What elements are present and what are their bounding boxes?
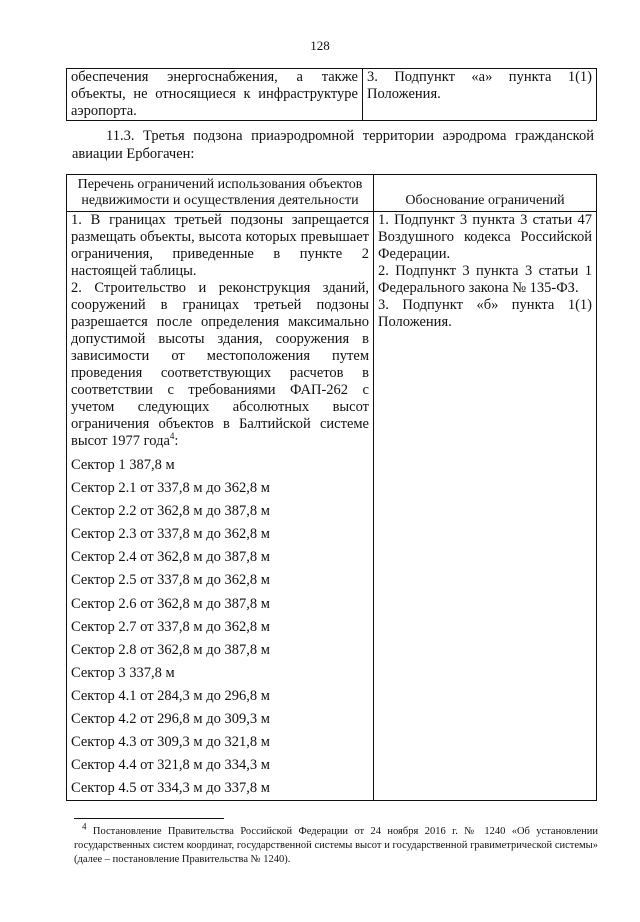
- sector-item: Сектор 2.5 от 337,8 м до 362,8 м: [71, 572, 270, 589]
- section-heading: 11.3. Третья подзона приаэродромной территории аэродрома гражданской авиации Ербогачен:: [72, 128, 594, 162]
- header-justification: Обоснование ограничений: [374, 175, 597, 212]
- sector-item: Сектор 2.4 от 362,8 м до 387,8 м: [71, 549, 270, 566]
- justification-paragraph-3: 3. Подпункт «б» пункта 1(1) Положения.: [378, 297, 592, 330]
- sector-item: Сектор 2.2 от 362,8 м до 387,8 м: [71, 503, 270, 520]
- table-row: [67, 69, 597, 121]
- sector-list: [71, 454, 369, 800]
- sector-item: Сектор 2.7 от 337,8 м до 362,8 м: [71, 618, 270, 635]
- justification-paragraph-1: 1. Подпункт 3 пункта 3 статьи 47 Воздушного кодекса Российской Федерации.: [378, 212, 592, 262]
- justification-paragraph-2: 2. Подпункт 3 пункта 3 статьи 1 Федерального закона № 135-ФЗ.: [378, 263, 592, 296]
- continued-right-cell: 3. Подпункт «а» пункта 1(1) Положения.: [363, 69, 597, 121]
- sector-item: Сектор 2.8 от 362,8 м до 387,8 м: [71, 641, 270, 658]
- justification-cell: [374, 212, 597, 801]
- restrictions-table: [66, 174, 597, 801]
- sector-item: Сектор 4.2 от 296,8 м до 309,3 м: [71, 711, 270, 728]
- table-row: [67, 212, 597, 801]
- restriction-paragraph-2: [71, 280, 369, 450]
- footnote-ref: 4: [169, 431, 175, 442]
- restriction-paragraph-2-text: 2. Строительство и реконструкция зданий, сооружений в границах третьей подзоны разрешается после определения максимально допустимой высоты здания, сооружения в зависимости от местоположения путем проведения соответствующих расчетов в соответствии с требованиями ФАП-262 с учетом следующих абсолютных высот ограничения объектов в Балтийской системе высот 1977 года: [71, 280, 369, 449]
- sector-item: Сектор 1 387,8 м: [71, 457, 175, 473]
- sector-item: Сектор 2.3 от 337,8 м до 362,8 м: [71, 526, 270, 543]
- header-restrictions: Перечень ограничений использования объектов недвижимости и осуществления деятельности: [67, 175, 374, 212]
- continued-left-cell: обеспечения энергоснабжения, а также объекты, не относящиеся к инфраструктуре аэропорта.: [67, 69, 363, 121]
- sector-item: Сектор 3 337,8 м: [71, 664, 175, 681]
- footnote-mark: 4: [82, 821, 87, 832]
- table-header-row: [67, 175, 597, 212]
- paragraph-end: :: [174, 433, 179, 449]
- footnote: [74, 821, 599, 867]
- sector-item: Сектор 2.1 от 337,8 м до 362,8 м: [71, 480, 270, 497]
- sector-item: Сектор 4.5 от 334,3 м до 337,8 м: [71, 780, 270, 797]
- sector-item: Сектор 4.3 от 309,3 м до 321,8 м: [71, 734, 270, 751]
- page-number: 128: [310, 38, 330, 53]
- footnote-text: Постановление Правительства Российской Федерации от 24 ноября 2016 г. № 1240 «Об установлении государственных систем координат, государственной системы высот и государственной гравиметрической системы» (далее – постановление Правительства № 1240).: [74, 826, 599, 865]
- restriction-paragraph-1: 1. В границах третьей подзоны запрещается размещать объекты, высота которых превышает ограничения, приведенные в пункте 2 настоящей таблицы.: [71, 212, 369, 279]
- sector-item: Сектор 4.1 от 284,3 м до 296,8 м: [71, 687, 270, 704]
- sector-item: Сектор 2.6 от 362,8 м до 387,8 м: [71, 595, 270, 612]
- restrictions-cell: [67, 212, 374, 801]
- sector-item: Сектор 4.4 от 321,8 м до 334,3 м: [71, 757, 270, 774]
- continued-table: [66, 68, 597, 121]
- footnote-divider: [74, 818, 224, 819]
